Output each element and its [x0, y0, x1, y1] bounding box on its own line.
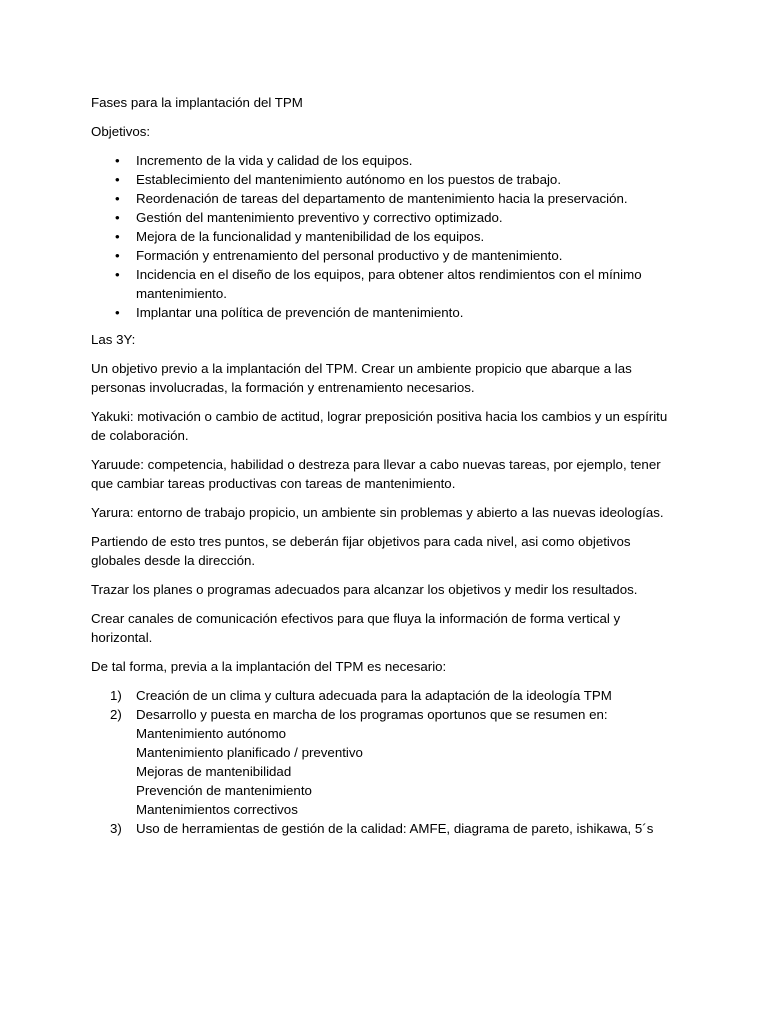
paragraph-requirements: De tal forma, previa a la implantación del TPM es necesario:: [91, 659, 447, 674]
bullet-icon: •: [115, 153, 120, 168]
list-item: [91, 170, 681, 189]
list-item: [91, 705, 681, 819]
step-number: 2): [110, 707, 122, 722]
sub-item: Mantenimientos correctivos: [136, 802, 298, 817]
list-item: [91, 686, 681, 705]
list-item: [91, 265, 681, 303]
objective-text: Incremento de la vida y calidad de los equipos.: [136, 153, 413, 168]
bullet-icon: •: [115, 210, 120, 225]
bullet-icon: •: [115, 229, 120, 244]
bullet-icon: •: [115, 305, 120, 320]
step-text: Creación de un clima y cultura adecuada para la adaptación de la ideología TPM: [136, 688, 612, 703]
bullet-icon: •: [115, 248, 120, 263]
bullet-icon: •: [115, 267, 120, 282]
objective-text: Mejora de la funcionalidad y mantenibilidad de los equipos.: [136, 229, 485, 244]
objectives-list: [91, 151, 681, 322]
list-item: [91, 189, 681, 208]
step-number: 3): [110, 821, 122, 836]
sub-item: Mantenimiento planificado / preventivo: [136, 745, 363, 760]
paragraph-plans: Trazar los planes o programas adecuados para alcanzar los objetivos y medir los resultados.: [91, 582, 638, 597]
step-number: 1): [110, 688, 122, 703]
objective-text: Gestión del mantenimiento preventivo y correctivo optimizado.: [136, 210, 503, 225]
objective-text: Implantar una política de prevención de mantenimiento.: [136, 305, 464, 320]
steps-list: [91, 686, 681, 838]
objectives-heading: Objetivos:: [91, 124, 151, 139]
objective-text: Formación y entrenamiento del personal productivo y de mantenimiento.: [136, 248, 563, 263]
paragraph-communication: Crear canales de comunicación efectivos para que fluya la información de forma vertical y horizontal.: [91, 611, 621, 645]
paragraph-objectives: Partiendo de esto tres puntos, se deberán fijar objetivos para cada nivel, asi como objetivos globales desde la dirección.: [91, 534, 631, 568]
paragraph-yaruude: Yaruude: competencia, habilidad o destreza para llevar a cabo nuevas tareas, por ejemplo, tener que cambiar tareas productivas con tareas de mantenimiento.: [91, 457, 661, 491]
sub-item: Mejoras de mantenibilidad: [136, 764, 292, 779]
sub-item: Mantenimiento autónomo: [136, 726, 287, 741]
list-item: [91, 208, 681, 227]
objective-text: Establecimiento del mantenimiento autónomo en los puestos de trabajo.: [136, 172, 562, 187]
list-item: [91, 227, 681, 246]
paragraph-yakuki: Yakuki: motivación o cambio de actitud, lograr preposición positiva hacia los cambios y un espíritu de colaboración.: [91, 409, 668, 443]
objective-text: Incidencia en el diseño de los equipos, para obtener altos rendimientos con el mínimo mantenimiento.: [136, 267, 642, 301]
list-item: [91, 151, 681, 170]
sub-item: Prevención de mantenimiento: [136, 783, 312, 798]
three-y-heading: Las 3Y:: [91, 332, 136, 347]
step-text: Desarrollo y puesta en marcha de los programas oportunos que se resumen en:: [136, 707, 608, 722]
paragraph-intro: Un objetivo previo a la implantación del TPM. Crear un ambiente propicio que abarque a las personas involucradas, la formación y entrenamiento necesarios.: [91, 361, 632, 395]
list-item: [91, 303, 681, 322]
document-title: Fases para la implantación del TPM: [91, 95, 303, 110]
objective-text: Reordenación de tareas del departamento de mantenimiento hacia la preservación.: [136, 191, 628, 206]
list-item: [91, 819, 681, 838]
document-page: [91, 93, 681, 838]
step-text: Uso de herramientas de gestión de la calidad: AMFE, diagrama de pareto, ishikawa, 5´s: [136, 821, 654, 836]
paragraph-yarura: Yarura: entorno de trabajo propicio, un ambiente sin problemas y abierto a las nuevas ideologías.: [91, 505, 664, 520]
list-item: [91, 246, 681, 265]
bullet-icon: •: [115, 191, 120, 206]
bullet-icon: •: [115, 172, 120, 187]
